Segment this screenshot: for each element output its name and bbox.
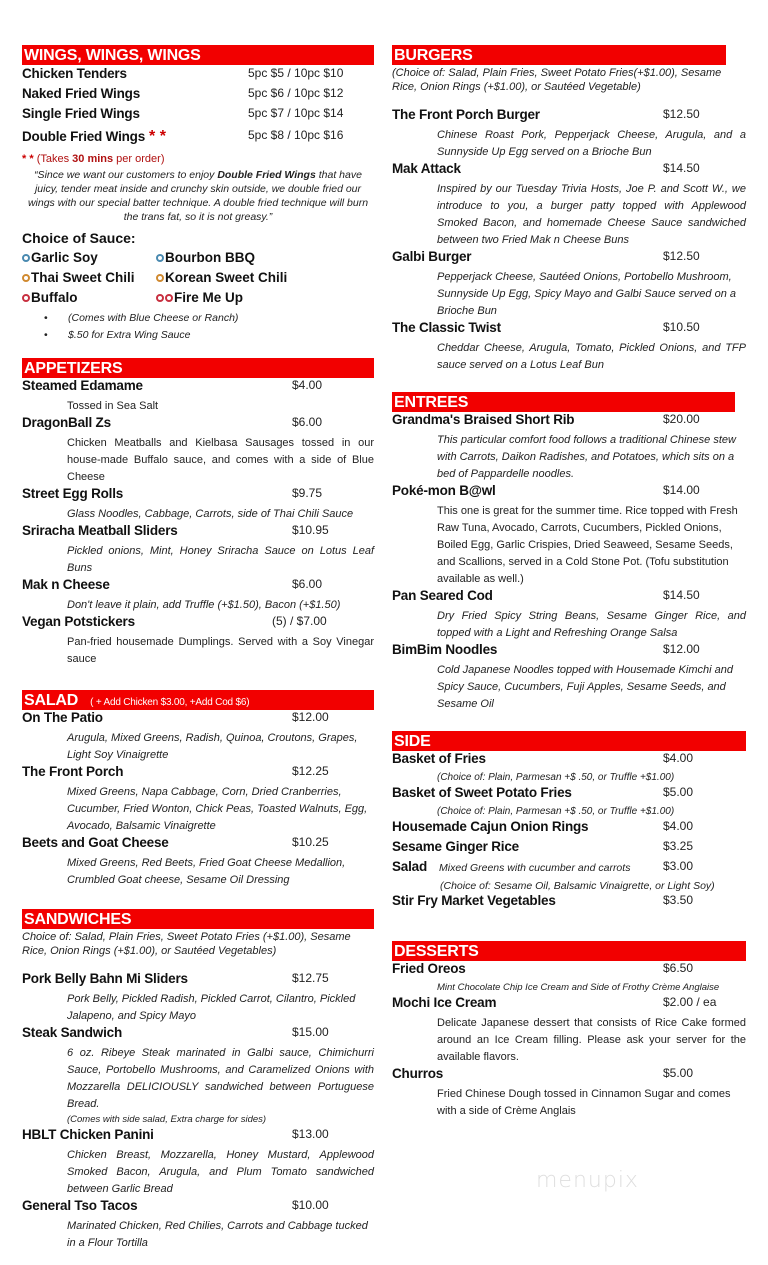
- wing-notes: [22, 310, 374, 344]
- section-appetizers: [22, 358, 374, 668]
- menu-item: BimBim Noodles $12.00: [392, 642, 700, 657]
- menupix-watermark: menupix: [536, 1168, 639, 1193]
- item-description: Cheddar Cheese, Arugula, Tomato, Pickled Onions, and TFP sauce served on a Lotus Leaf Bun: [437, 342, 746, 371]
- item-description: 6 oz. Ribeye Steak marinated in Galbi sauce, Chimichurri Sauce, Portobello Mushrooms, and Caramelized Onions with Mozzarella DELICIOUSLY sandwiched between Portuguese Bread.: [67, 1047, 374, 1110]
- section-entrees: [392, 392, 746, 713]
- section-burgers: [392, 45, 746, 374]
- item-description: Delicate Japanese dessert that consists of Rice Cake formed around an Ice Cream filling. Please ask your server for the available flavors.: [437, 1017, 746, 1063]
- item-description: Tossed in Sea Salt: [67, 400, 159, 412]
- menu-item: The Front Porch Burger $12.50: [392, 107, 700, 122]
- item-description: Arugula, Mixed Greens, Radish, Quinoa, Croutons, Grapes, Light Soy Vinaigrette: [67, 732, 358, 761]
- menu-item: Vegan Potstickers (5) / $7.00: [22, 614, 327, 629]
- item-description: Chicken Meatballs and Kielbasa Sausages tossed in our house-made Buffalo sauce, and comes with a side of Blue Cheese: [67, 437, 374, 483]
- item-description: Cold Japanese Noodles topped with Housemade Kimchi and Spicy Sauce, Cucumbers, Fuji Apples, Sesame Seeds, and Sesame Oil: [437, 664, 733, 710]
- prep-time-note: * * (Takes 30 mins per order): [22, 153, 165, 165]
- menu-item: DragonBall Zs $6.00: [22, 415, 323, 430]
- item-price: $12.00: [292, 710, 329, 724]
- item-price: $10.95: [292, 523, 329, 537]
- menu-item: Salad Mixed Greens with cucumber and carrots $3.00: [392, 859, 694, 874]
- menu-item: Naked Fried Wings 5pc $6 / 10pc $12: [22, 86, 344, 101]
- asterisk-marker: * *: [149, 128, 166, 145]
- menu-item: The Classic Twist $10.50: [392, 320, 700, 335]
- item-price: $4.00: [663, 819, 694, 833]
- item-price: $12.75: [292, 971, 329, 985]
- menu-item: Mak Attack $14.50: [392, 161, 700, 176]
- section-header-side: SIDE: [392, 731, 746, 751]
- menu-item: On The Patio $12.00: [22, 710, 329, 725]
- double-fried-quote: “Since we want our customers to enjoy Double Fried Wings that have juicy, tender meat inside and crunchy skin outside, we double fried our wings with our special batter technique. A double fried technique will burn the trans fat, so it is not greasy.”: [27, 169, 369, 223]
- sauce-option: Thai Sweet Chili: [22, 268, 156, 288]
- menu-item: Sriracha Meatball Sliders $10.95: [22, 523, 329, 538]
- item-description: Mixed Greens, Napa Cabbage, Corn, Dried Cranberries, Cucumber, Fried Wonton, Chick Peas, Toasted Walnuts, Egg, Avocado, Balsamic Vinaigrette: [67, 786, 368, 832]
- menu-item: Housemade Cajun Onion Rings $4.00: [392, 819, 694, 834]
- medium-heat-icon: [22, 274, 30, 282]
- medium-heat-icon: [156, 274, 164, 282]
- section-header-salad: SALAD ( + Add Chicken $3.00, +Add Cod $6): [22, 690, 374, 710]
- menu-item: Basket of Sweet Potato Fries $5.00: [392, 785, 694, 800]
- item-description: Pepperjack Cheese, Sautéed Onions, Portobello Mushroom, Sunnyside Up Egg, Spicy Mayo and Galbi Sauce served on a Brioche Bun: [437, 271, 737, 317]
- sauce-option: Buffalo: [22, 288, 156, 308]
- menu-item: Double Fried Wings * * 5pc $8 / 10pc $16: [22, 128, 344, 145]
- item-description: Fried Chinese Dough tossed in Cinnamon Sugar and comes with a side of Crème Anglais: [437, 1088, 731, 1117]
- item-price: $12.50: [663, 249, 700, 263]
- section-header-appetizers: APPETIZERS: [22, 358, 374, 378]
- item-description: Mixed Greens, Red Beets, Fried Goat Cheese Medallion, Crumbled Goat cheese, Sesame Oil Dressing: [67, 857, 346, 886]
- section-salad: [22, 690, 374, 889]
- item-description: (Choice of: Plain, Parmesan +$ .50, or Truffle +$1.00): [437, 806, 675, 817]
- sauce-option: Korean Sweet Chili: [156, 268, 356, 288]
- item-description: Pork Belly, Pickled Radish, Pickled Carrot, Cilantro, Pickled Jalapeno, and Spicy Mayo: [67, 993, 356, 1022]
- item-price: $6.00: [292, 415, 323, 429]
- note-item: • (Comes with Blue Cheese or Ranch): [44, 310, 374, 327]
- section-side: [392, 731, 746, 913]
- item-inline-description: Mixed Greens with cucumber and carrots: [439, 862, 631, 874]
- item-subnote: (Comes with side salad, Extra charge for sides): [67, 1114, 267, 1125]
- item-price: 5pc $6 / 10pc $12: [248, 86, 344, 100]
- item-description: Don't leave it plain, add Truffle (+$1.50), Bacon (+$1.50): [67, 599, 341, 611]
- item-description: Mint Chocolate Chip Ice Cream and Side of Frothy Crème Anglaise: [437, 982, 720, 993]
- item-price: $3.25: [663, 839, 694, 853]
- section-wings: [22, 45, 374, 344]
- sandwich-sides-note: Choice of: Salad, Plain Fries, Sweet Potato Fries (+$1.00), Sesame Rice, Onion Rings (+$1.00), or Sautéed Vegetables): [22, 931, 351, 957]
- menu-item: Sesame Ginger Rice $3.25: [392, 839, 694, 854]
- menu-item: Steak Sandwich $15.00: [22, 1025, 329, 1040]
- item-price: $3.50: [663, 893, 694, 907]
- menu-item: Poké-mon B@wl $14.00: [392, 483, 700, 498]
- item-description: This one is great for the summer time. Rice topped with Fresh Raw Tuna, Avocado, Carrots, Cucumbers, Pickled Onions, Boiled Egg, Garlic Crispies, Dried Seaweed, Sesame Seeds, and Scallions, served in a Cold Stone Pot. (Tofu substitution available as well.): [437, 505, 738, 585]
- sauce-option: Fire Me Up: [156, 288, 356, 308]
- item-description: Chicken Breast, Mozzarella, Honey Mustard, Applewood Smoked Bacon, Arugula, and Plum Tomato sandwiched between Garlic Bread: [67, 1149, 374, 1195]
- note-item: • $.50 for Extra Wing Sauce: [44, 327, 374, 344]
- item-price: (5) / $7.00: [272, 614, 327, 628]
- sauce-option: Garlic Soy: [22, 248, 156, 268]
- menu-item: General Tso Tacos $10.00: [22, 1198, 329, 1213]
- item-price: 5pc $8 / 10pc $16: [248, 128, 344, 142]
- item-price: $9.75: [292, 486, 323, 500]
- section-header-wings: WINGS, WINGS, WINGS: [22, 45, 374, 65]
- burger-sides-note: (Choice of: Salad, Plain Fries, Sweet Potato Fries(+$1.00), Sesame Rice, Onion Rings (+$1.00), or Sautéed Vegetable): [392, 67, 722, 93]
- item-price: $10.00: [292, 1198, 329, 1212]
- item-description: (Choice of: Sesame Oil, Balsamic Vinaigrette, or Light Soy): [440, 880, 715, 892]
- item-description: Pan-fried housemade Dumplings. Served with a Soy Vinegar sauce: [67, 636, 374, 665]
- menu-item: Pork Belly Bahn Mi Sliders $12.75: [22, 971, 329, 986]
- sauce-option: Bourbon BBQ: [156, 248, 356, 268]
- menu-item: Chicken Tenders 5pc $5 / 10pc $10: [22, 66, 344, 81]
- menu-item: Mak n Cheese $6.00: [22, 577, 323, 592]
- salad-addon-note: ( + Add Chicken $3.00, +Add Cod $6): [90, 697, 250, 708]
- item-description: Inspired by our Tuesday Trivia Hosts, Joe P. and Scott W., we introduce to you, a burger patty topped with Applewood Smoked Bacon, and homemade Cheese Sauce sandwiched between two Fried Mak n Cheese Buns: [437, 183, 746, 246]
- item-price: $20.00: [663, 412, 700, 426]
- item-price: $12.25: [292, 764, 329, 778]
- item-price: $12.00: [663, 642, 700, 656]
- item-price: $15.00: [292, 1025, 329, 1039]
- sauce-title: Choice of Sauce:: [22, 230, 136, 246]
- item-description: Chinese Roast Pork, Pepperjack Cheese, Arugula, and a Sunnyside Up Egg served on a Brioche Bun: [437, 129, 746, 158]
- hot-heat-icon: [165, 294, 173, 302]
- item-description: (Choice of: Plain, Parmesan +$ .50, or Truffle +$1.00): [437, 772, 675, 783]
- menu-item: Mochi Ice Cream $2.00 / ea: [392, 995, 717, 1010]
- menu-item: Galbi Burger $12.50: [392, 249, 700, 264]
- section-header-burgers: BURGERS: [392, 45, 726, 65]
- menu-item: Single Fried Wings 5pc $7 / 10pc $14: [22, 106, 344, 121]
- menu-item: The Front Porch $12.25: [22, 764, 329, 779]
- section-header-entrees: ENTREES: [392, 392, 735, 412]
- item-price: $10.50: [663, 320, 700, 334]
- item-price: 5pc $7 / 10pc $14: [248, 106, 344, 120]
- item-price: $13.00: [292, 1127, 329, 1141]
- item-price: $14.50: [663, 161, 700, 175]
- hot-heat-icon: [156, 294, 164, 302]
- item-price: $10.25: [292, 835, 329, 849]
- hot-heat-icon: [22, 294, 30, 302]
- menu-item: Basket of Fries $4.00: [392, 751, 694, 766]
- section-header-desserts: DESSERTS: [392, 941, 746, 961]
- menu-item: Fried Oreos $6.50: [392, 961, 694, 976]
- menu-item: HBLT Chicken Panini $13.00: [22, 1127, 329, 1142]
- item-description: Dry Fried Spicy String Beans, Sesame Ginger Rice, and topped with a Light and Refreshing Orange Salsa: [437, 610, 746, 639]
- menu-item: Street Egg Rolls $9.75: [22, 486, 323, 501]
- item-price: $12.50: [663, 107, 700, 121]
- section-header-sandwiches: SANDWICHES: [22, 909, 374, 929]
- item-price: $14.00: [663, 483, 700, 497]
- menu-left-column: [22, 45, 374, 1265]
- item-description: Pickled onions, Mint, Honey Sriracha Sauce on Lotus Leaf Buns: [67, 545, 374, 574]
- item-description: Marinated Chicken, Red Chilies, Carrots and Cabbage tucked in a Flour Tortilla: [67, 1220, 368, 1249]
- menu-item: Beets and Goat Cheese $10.25: [22, 835, 329, 850]
- mild-heat-icon: [22, 254, 30, 262]
- item-price: $5.00: [663, 785, 694, 799]
- item-price: $2.00 / ea: [663, 995, 717, 1009]
- item-price: $6.00: [292, 577, 323, 591]
- item-price: $3.00: [663, 859, 694, 873]
- section-sandwiches: [22, 909, 374, 1252]
- item-price: $4.00: [663, 751, 694, 765]
- menu-right-column: [392, 45, 746, 1134]
- item-price: $4.00: [292, 378, 323, 392]
- menu-item: Stir Fry Market Vegetables $3.50: [392, 893, 694, 908]
- menu-item: Grandma's Braised Short Rib $20.00: [392, 412, 700, 427]
- item-price: $6.50: [663, 961, 694, 975]
- item-price: $5.00: [663, 1066, 694, 1080]
- sauce-list: [22, 248, 374, 308]
- item-description: This particular comfort food follows a traditional Chinese stew with Carrots, Daikon Radishes, and Potatoes, which sits on a bed of Pappardelle noodles.: [437, 434, 736, 480]
- menu-item: Pan Seared Cod $14.50: [392, 588, 700, 603]
- section-desserts: [392, 941, 746, 1120]
- menu-item: Churros $5.00: [392, 1066, 694, 1081]
- item-price: 5pc $5 / 10pc $10: [248, 66, 344, 80]
- menu-item: Steamed Edamame $4.00: [22, 378, 323, 393]
- item-description: Glass Noodles, Cabbage, Carrots, side of Thai Chili Sauce: [67, 508, 354, 520]
- item-price: $14.50: [663, 588, 700, 602]
- mild-heat-icon: [156, 254, 164, 262]
